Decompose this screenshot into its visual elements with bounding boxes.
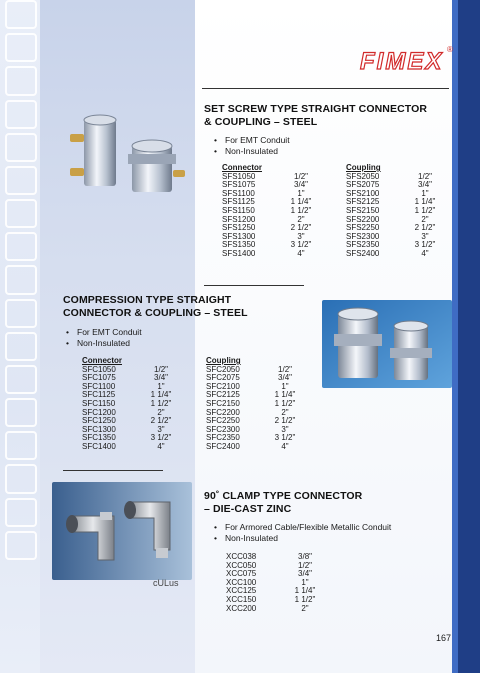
section1-bullets [214,135,290,157]
part-number: SFC2050 [206,364,240,374]
part-number: SFS1050 [222,171,256,181]
column-header: Coupling [346,163,381,172]
part-number: SFC1300 [82,424,116,434]
part-number: SFC2075 [206,373,240,383]
part-number: XCC200 [226,603,257,613]
part-number: SFC2100 [206,381,240,391]
trade-size: 1 1/4" [274,390,296,400]
table-row [206,443,302,452]
part-number: SFS2075 [346,180,380,190]
trade-size: 1 1/4" [150,390,172,400]
section1-connector-table [222,164,318,259]
trade-size: 2 1/2" [274,416,296,426]
part-number: XCC150 [226,594,257,604]
watermark-tile [5,531,37,560]
trade-size: 1 1/2" [294,594,316,604]
trade-size: 3 1/2" [290,240,312,250]
part-number: SFS2400 [346,248,380,258]
clamp-connector-photo [52,482,192,580]
compression-connector-photo [322,300,452,388]
page-number: 167 [436,633,452,643]
registered-mark: ® [447,45,453,54]
section-divider-top [202,88,449,89]
trade-size: 1/2" [294,171,308,181]
trade-size: 3/4" [278,373,292,383]
trade-size: 3 1/2" [414,240,436,250]
trade-size: 2 1/2" [414,223,436,233]
part-number: SFC2150 [206,398,240,408]
set-screw-connector-photo [46,112,191,197]
watermark-tile [5,0,37,29]
trade-size: 3/4" [298,569,312,579]
trade-size: 1 1/4" [414,197,436,207]
trade-size: 3/4" [294,180,308,190]
part-number: SFS2150 [346,205,380,215]
part-number: SFC1050 [82,364,116,374]
trade-size: 1/2" [298,560,312,570]
brand-logo: FIMEX [360,48,444,75]
trade-size: 3 1/2" [274,433,296,443]
watermark-tile [5,232,37,261]
watermark-tile [5,398,37,427]
part-number: SFC2300 [206,424,240,434]
trade-size: 2" [157,407,165,417]
section3-heading-line2: – DIE-CAST ZINC [204,503,292,515]
watermark-tile [5,199,37,228]
trade-size: 2 1/2" [150,416,172,426]
trade-size: 3" [281,424,289,434]
ul-listed-mark: cULus [153,578,179,588]
watermark-tile [5,66,37,95]
part-number: SFC1250 [82,416,116,426]
trade-size: 1 1/2" [414,205,436,215]
watermark-tile [5,265,37,294]
part-number: SFC1350 [82,433,116,443]
part-number: SFC1125 [82,390,116,400]
watermark-tile [5,332,37,361]
bullet-item: • For EMT Conduit [66,327,142,338]
part-number: SFC2125 [206,390,240,400]
part-number: SFS1125 [222,197,255,207]
part-number: SFC2350 [206,433,240,443]
trade-size: 3" [297,231,305,241]
watermark-tile [5,498,37,527]
trade-size: 3/8" [298,552,312,561]
trade-size: 2" [281,407,289,417]
part-number: SFS2200 [346,214,380,224]
bullet-item: • For EMT Conduit [214,135,290,146]
section-divider-1 [204,285,304,286]
trade-size: 3/4" [418,180,432,190]
bullet-item: • Non-Insulated [214,533,391,544]
trade-size: 1" [281,381,289,391]
part-number: SFC1150 [82,398,116,408]
bullet-item: • Non-Insulated [214,146,290,157]
part-number: SFS2350 [346,240,380,250]
watermark-tile [5,166,37,195]
right-edge-stripe [458,0,480,673]
trade-size: 1" [421,188,429,198]
part-number: SFC2200 [206,407,240,417]
part-number: SFS2300 [346,231,380,241]
part-number: SFS2050 [346,171,380,181]
column-header: Connector [82,356,122,365]
trade-size: 1 1/2" [150,398,172,408]
part-number: SFC1400 [82,441,116,451]
section3-heading [204,490,362,516]
trade-size: 1" [301,577,309,587]
section3-item-table [226,553,322,613]
trade-size: 4" [297,248,305,258]
trade-size: 1 1/4" [294,586,316,596]
part-number: SFS1400 [222,248,256,258]
column-header: Coupling [206,356,241,365]
part-number: SFC2250 [206,416,240,426]
trade-size: 1 1/4" [290,197,312,207]
bullet-item: • Non-Insulated [66,338,142,349]
section2-bullets [66,327,142,349]
section2-heading [63,294,248,320]
part-number: XCC125 [226,586,257,596]
trade-size: 1" [157,381,165,391]
part-number: SFS1200 [222,214,256,224]
part-number: SFS1150 [222,205,255,215]
column-header: Connector [222,163,262,172]
section2-heading-line2: CONNECTOR & COUPLING – STEEL [63,307,248,319]
section1-heading-line2: & COUPLING – STEEL [204,116,318,128]
section-divider-2 [63,470,163,471]
bullet-item: • For Armored Cable/Flexible Metallic Conduit [214,522,391,533]
part-number: SFS2100 [346,188,380,198]
section2-connector-table [82,357,178,452]
table-row [82,443,178,452]
part-number: SFC1200 [82,407,116,417]
part-number: SFS1350 [222,240,256,250]
part-number: XCC038 [226,552,257,561]
trade-size: 2" [297,214,305,224]
section1-coupling-table [346,164,442,259]
trade-size: 3" [157,424,165,434]
trade-size: 1/2" [278,364,292,374]
trade-size: 4" [421,248,429,258]
trade-size: 2 1/2" [290,223,312,233]
trade-size: 1" [297,188,305,198]
trade-size: 2" [301,603,309,613]
part-number: SFS2250 [346,223,380,233]
section2-heading-line1: COMPRESSION TYPE STRAIGHT [63,294,232,306]
part-number: SFS2125 [346,197,380,207]
part-number: XCC050 [226,560,257,570]
part-number: SFS1300 [222,231,256,241]
part-number: XCC100 [226,577,257,587]
part-number: SFC2400 [206,441,240,451]
section2-coupling-table [206,357,302,452]
watermark-tile [5,33,37,62]
part-number: SFS1075 [222,180,256,190]
trade-size: 3 1/2" [150,433,172,443]
part-number: SFC1100 [82,381,116,391]
trade-size: 1/2" [154,364,168,374]
part-number: SFC1075 [82,373,116,383]
trade-size: 4" [157,441,165,451]
part-number: XCC075 [226,569,257,579]
trade-size: 3/4" [154,373,168,383]
trade-size: 4" [281,441,289,451]
watermark-tile [5,464,37,493]
part-number: SFS1250 [222,223,256,233]
watermark-tile [5,365,37,394]
section3-heading-line1: 90˚ CLAMP TYPE CONNECTOR [204,490,363,502]
trade-size: 1 1/2" [290,205,312,215]
watermark-tile [5,431,37,460]
section3-bullets [214,522,391,544]
trade-size: 1/2" [418,171,432,181]
trade-size: 2" [421,214,429,224]
watermark-tile [5,100,37,129]
trade-size: 1 1/2" [274,398,296,408]
table-row [222,250,318,259]
section1-heading-line1: SET SCREW TYPE STRAIGHT CONNECTOR [204,103,428,115]
table-row [226,605,322,614]
section1-heading [204,103,427,129]
table-row [346,250,442,259]
watermark-tile [5,133,37,162]
watermark-tile [5,299,37,328]
logo-watermark-column [4,0,38,560]
part-number: SFS1100 [222,188,255,198]
trade-size: 3" [421,231,429,241]
